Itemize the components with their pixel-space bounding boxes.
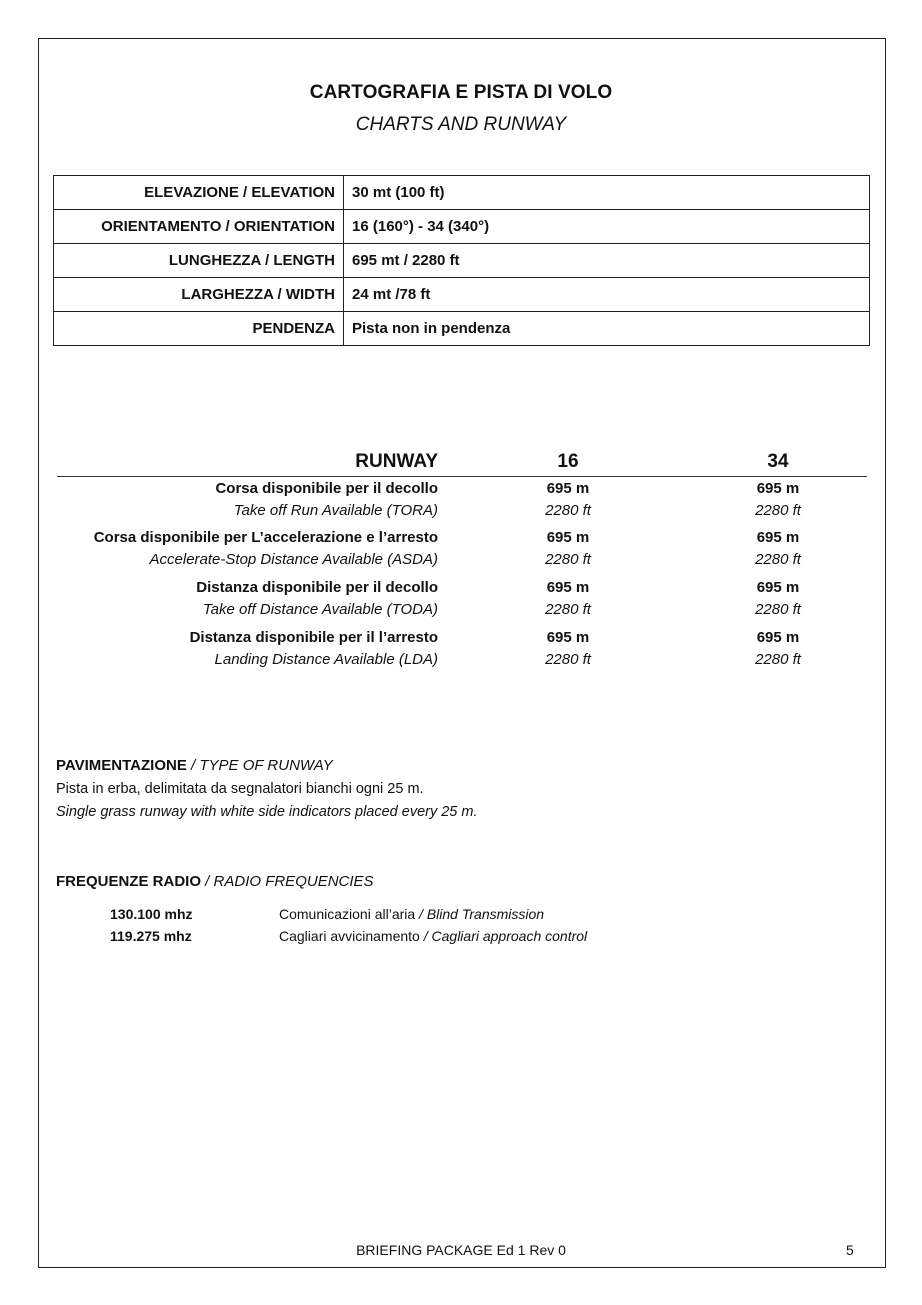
radio-heading-it: FREQUENZE RADIO (56, 873, 202, 890)
pavement-heading-en: / TYPE OF RUNWAY (186, 757, 333, 774)
radio-frequency: 130.100 mhz (110, 906, 193, 922)
runway-header-34: 34 (767, 451, 789, 472)
radio-frequency: 119.275 mhz (110, 928, 192, 944)
page-number: 5 (846, 1242, 854, 1258)
radio-heading (56, 873, 374, 890)
page-title: CARTOGRAFIA E PISTA DI VOLO (309, 82, 613, 103)
spec-value: Pista non in pendenza (344, 312, 870, 346)
spec-row (54, 210, 870, 244)
runway-specs-table (53, 175, 870, 346)
spec-row (54, 278, 870, 312)
value-34-m: 695 m (756, 579, 800, 596)
spec-label: ORIENTAMENTO / ORIENTATION (54, 210, 344, 244)
value-34-m: 695 m (756, 480, 800, 497)
radio-desc-en: / Cagliari approach control (419, 928, 588, 944)
value-34-ft: 2280 ft (755, 601, 801, 618)
row-label-it: Distanza disponibile per il decollo (196, 579, 438, 596)
spec-row (54, 176, 870, 210)
spec-label: LARGHEZZA / WIDTH (54, 278, 344, 312)
value-16-m: 695 m (546, 579, 590, 596)
spec-row (54, 244, 870, 278)
spec-label: LUNGHEZZA / LENGTH (54, 244, 344, 278)
value-34-ft: 2280 ft (755, 502, 801, 519)
row-label-it: Corsa disponibile per L’accelerazione e l’arresto (93, 529, 438, 546)
runway-header-label: RUNWAY (355, 451, 438, 472)
radio-heading-en: / RADIO FREQUENCIES (201, 873, 374, 890)
radio-desc-it: Cagliari avvicinamento (279, 928, 420, 944)
value-16-m: 695 m (546, 629, 590, 646)
spec-value: 16 (160°) - 34 (340°) (344, 210, 870, 244)
value-16-ft: 2280 ft (545, 601, 591, 618)
value-16-ft: 2280 ft (545, 551, 591, 568)
value-34-ft: 2280 ft (755, 551, 801, 568)
spec-value: 695 mt / 2280 ft (344, 244, 870, 278)
value-16-m: 695 m (546, 529, 590, 546)
row-label-en: Landing Distance Available (LDA) (214, 651, 438, 668)
value-34-ft: 2280 ft (755, 651, 801, 668)
spec-value: 24 mt /78 ft (344, 278, 870, 312)
spec-row (54, 312, 870, 346)
row-label-en: Take off Run Available (TORA) (233, 502, 438, 519)
row-label-en: Take off Distance Available (TODA) (202, 601, 438, 618)
radio-description (279, 906, 544, 922)
pavement-text-en: Single grass runway with white side indicators placed every 25 m. (56, 804, 478, 820)
pavement-heading (56, 757, 333, 774)
value-34-m: 695 m (756, 529, 800, 546)
row-label-it: Corsa disponibile per il decollo (215, 480, 438, 497)
value-34-m: 695 m (756, 629, 800, 646)
pavement-text-it: Pista in erba, delimitata da segnalatori bianchi ogni 25 m. (56, 781, 424, 797)
page-subtitle: CHARTS AND RUNWAY (355, 114, 567, 135)
runway-header-rule (57, 476, 867, 477)
value-16-m: 695 m (546, 480, 590, 497)
runway-header-16: 16 (557, 451, 579, 472)
radio-description (279, 928, 587, 944)
row-label-en: Accelerate-Stop Distance Available (ASDA) (149, 551, 438, 568)
footer-text: BRIEFING PACKAGE Ed 1 Rev 0 (356, 1242, 566, 1258)
row-label-it: Distanza disponibile per il l’arresto (189, 629, 438, 646)
value-16-ft: 2280 ft (545, 502, 591, 519)
spec-label: PENDENZA (54, 312, 344, 346)
radio-desc-en: / Blind Transmission (415, 906, 545, 922)
spec-value: 30 mt (100 ft) (344, 176, 870, 210)
spec-label: ELEVAZIONE / ELEVATION (54, 176, 344, 210)
value-16-ft: 2280 ft (545, 651, 591, 668)
pavement-heading-it: PAVIMENTAZIONE (56, 757, 187, 774)
radio-desc-it: Comunicazioni all’aria (279, 906, 416, 922)
